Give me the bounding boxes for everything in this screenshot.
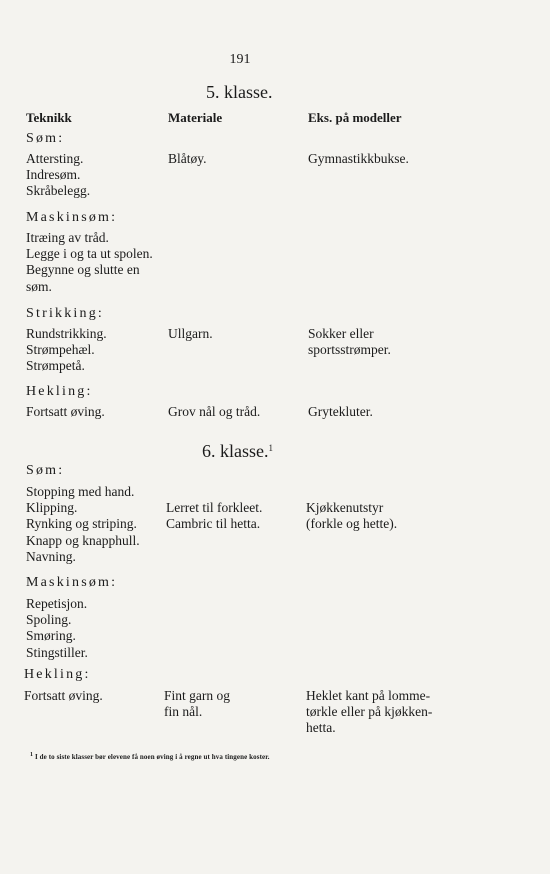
model-line: hetta.	[306, 720, 336, 736]
section-title-strikking: Strikking:	[26, 306, 105, 321]
model-line: tørkle eller på kjøkken-	[306, 704, 433, 720]
technique-line: søm.	[26, 278, 52, 294]
technique-line: Fortsatt øving.	[24, 688, 103, 703]
technique-line: Begynne og slutte en	[26, 262, 140, 278]
col-header-models: Eks. på modeller	[308, 110, 402, 125]
technique-line: Strømpehæl.	[26, 342, 95, 358]
technique-line: Attersting.	[26, 151, 84, 166]
technique-line: Indresøm.	[26, 167, 81, 183]
model-line: Heklet kant på lomme-	[306, 688, 431, 703]
material-line: Grov nål og tråd.	[168, 404, 261, 419]
section-title-som: Søm:	[26, 463, 65, 478]
maskinsom-techniques	[26, 230, 153, 295]
som-techniques	[26, 151, 90, 200]
technique-line: Strømpetå.	[26, 358, 85, 374]
model-line: Kjøkkenutstyr	[306, 500, 384, 515]
technique-line: Knapp og knapphull.	[26, 532, 140, 548]
technique-line: Rynking og striping.	[26, 516, 137, 532]
col-header-technique: Teknikk	[26, 110, 72, 125]
som-material	[168, 151, 207, 167]
model-line: (forkle og hette).	[306, 516, 398, 532]
technique-line: Navning.	[26, 548, 76, 564]
footnote-number: 1	[30, 752, 34, 758]
hekling-techniques	[26, 404, 105, 420]
technique-line: Itræing av tråd.	[26, 230, 109, 245]
technique-line: Legge i og ta ut spolen.	[26, 246, 153, 262]
material-line: Fint garn og	[164, 688, 230, 703]
section-title-maskinsom: Maskinsøm:	[26, 575, 118, 590]
page-number: 191	[229, 52, 251, 67]
hekling-models	[306, 688, 432, 737]
material-line: Lerret til forkleet.	[166, 500, 263, 515]
technique-line: Stopping med hand.	[26, 484, 135, 499]
som-material	[166, 500, 262, 532]
footnote	[30, 753, 270, 761]
technique-line: Spoling.	[26, 612, 72, 628]
model-line: sportsstrømper.	[308, 342, 391, 358]
technique-line: Stingstiller.	[26, 644, 88, 660]
footnote-marker: 1	[268, 443, 273, 453]
col-header-material: Materiale	[168, 110, 223, 125]
section-title-som: Søm:	[26, 131, 65, 146]
section-title-hekling: Hekling:	[24, 667, 91, 682]
strikking-models	[308, 326, 391, 358]
hekling-models	[308, 404, 373, 420]
som-techniques	[26, 484, 140, 565]
hekling-techniques	[24, 688, 103, 704]
material-line: Blåtøy.	[168, 151, 207, 166]
section-title-maskinsom: Maskinsøm:	[26, 210, 118, 225]
model-line: Gymnastikkbukse.	[308, 151, 409, 166]
class5-heading: 5. klasse.	[206, 82, 273, 102]
technique-line: Klipping.	[26, 500, 78, 516]
technique-line: Repetisjon.	[26, 596, 88, 611]
hekling-material	[168, 404, 260, 420]
technique-line: Rundstrikking.	[26, 326, 107, 341]
material-line: Ullgarn.	[168, 326, 213, 341]
material-line: fin nål.	[164, 704, 203, 720]
model-line: Grytekluter.	[308, 404, 373, 419]
class6-heading	[202, 441, 273, 462]
hekling-material	[164, 688, 230, 720]
technique-line: Fortsatt øving.	[26, 404, 105, 419]
som-models	[308, 151, 409, 167]
maskinsom-techniques	[26, 596, 88, 661]
footnote-text: I de to siste klasser bør elevene få noen øving i å regne ut hva tingene koster.	[34, 753, 270, 761]
technique-line: Skråbelegg.	[26, 183, 91, 199]
model-line: Sokker eller	[308, 326, 374, 341]
strikking-material	[168, 326, 213, 342]
technique-line: Smøring.	[26, 628, 76, 644]
class6-heading-text: 6. klasse.	[202, 441, 269, 461]
material-line: Cambric til hetta.	[166, 516, 261, 532]
section-title-hekling: Hekling:	[26, 384, 93, 399]
som-models	[306, 500, 397, 532]
strikking-techniques	[26, 326, 107, 375]
